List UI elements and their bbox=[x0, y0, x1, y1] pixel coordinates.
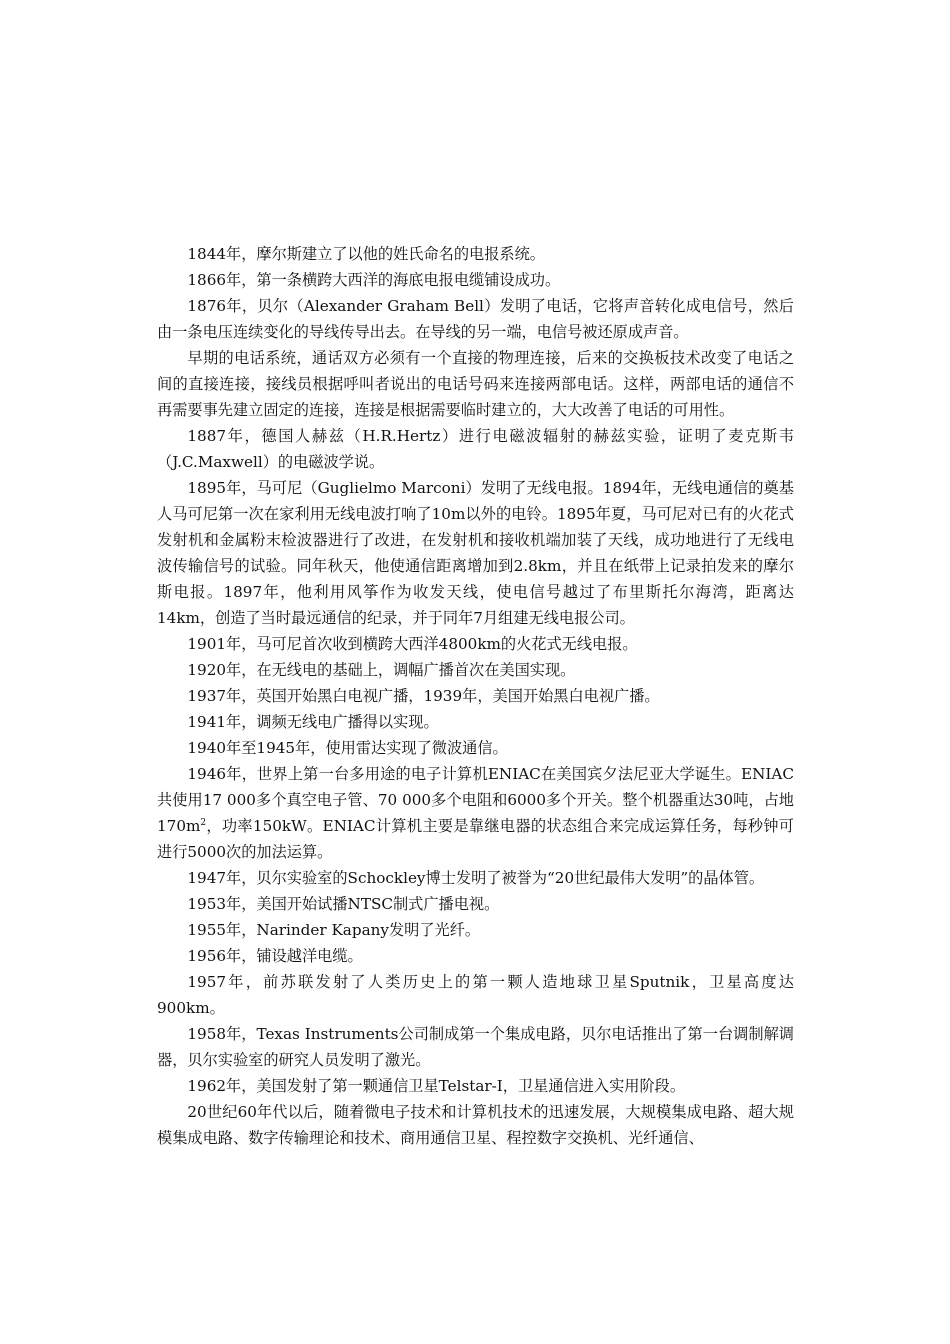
paragraph-1953: 1953年，美国开始试播NTSC制式广播电视。 bbox=[187, 895, 500, 913]
paragraph-1962: 1962年，美国发射了第一颗通信卫星Telstar-I，卫星通信进入实用阶段。 bbox=[187, 1077, 686, 1095]
paragraph-1946-part-2: ，功率150kW。ENIAC计算机主要是靠继电器的状态组合来完成运算任务，每秒钟可进行5000次的加法运算。 bbox=[157, 817, 794, 861]
paragraph-early-telephone: 早期的电话系统，通话双方必须有一个直接的物理连接，后来的交换板技术改变了电话之间的直接连接，接线员根据呼叫者说出的电话号码来连接两部电话。这样，两部电话的通信不再需要事先建立固定的连接，连接是根据需要临时建立的，大大改善了电话的可用性。 bbox=[157, 349, 794, 419]
paragraph-1895: 1895年，马可尼（Guglielmo Marconi）发明了无线电报。1894年，无线电通信的奠基人马可尼第一次在家利用无线电波打响了10m以外的电铃。1895年夏，马可尼对已有的火花式发射机和金属粉末检波器进行了改进，在发射机和接收机端加装了天线，成功地进行了无线电波传输信号的试验。同年秋天，他使通信距离增加到2.8km，并且在纸带上记录拍发来的摩尔斯电报。1897年，他利用风筝作为收发天线，使电信号越过了布里斯托尔海湾，距离达14km，创造了当时最远通信的纪录，并于同年7月组建无线电报公司。 bbox=[157, 479, 794, 627]
paragraph-1955: 1955年，Narinder Kapany发明了光纤。 bbox=[187, 921, 481, 939]
paragraph-1957: 1957年，前苏联发射了人类历史上的第一颗人造地球卫星Sputnik，卫星高度达900km。 bbox=[157, 973, 794, 1017]
paragraph-1941: 1941年，调频无线电广播得以实现。 bbox=[187, 713, 439, 731]
paragraph-1947: 1947年，贝尔实验室的Schockley博士发明了被誉为“20世纪最伟大发明”的晶体管。 bbox=[187, 869, 765, 887]
paragraph-1940-1945: 1940年至1945年，使用雷达实现了微波通信。 bbox=[187, 739, 508, 757]
paragraph-1920: 1920年，在无线电的基础上，调幅广播首次在美国实现。 bbox=[187, 661, 576, 679]
paragraph-1866: 1866年，第一条横跨大西洋的海底电报电缆铺设成功。 bbox=[187, 271, 561, 289]
paragraph-1946 bbox=[157, 761, 794, 865]
paragraph-1887: 1887年，德国人赫兹（H.R.Hertz）进行电磁波辐射的赫兹实验，证明了麦克斯韦（J.C.Maxwell）的电磁波学说。 bbox=[157, 427, 794, 471]
paragraph-1960s: 20世纪60年代以后，随着微电子技术和计算机技术的迅速发展，大规模集成电路、超大规模集成电路、数字传输理论和技术、商用通信卫星、程控数字交换机、光纤通信、 bbox=[157, 1103, 794, 1147]
paragraph-1958: 1958年，Texas Instruments公司制成第一个集成电路，贝尔电话推出了第一台调制解调器，贝尔实验室的研究人员发明了激光。 bbox=[157, 1025, 794, 1069]
paragraph-1901: 1901年，马可尼首次收到横跨大西洋4800km的火花式无线电报。 bbox=[187, 635, 638, 653]
paragraph-1876: 1876年，贝尔（Alexander Graham Bell）发明了电话，它将声音转化成电信号，然后由一条电压连续变化的导线传导出去。在导线的另一端，电信号被还原成声音。 bbox=[157, 297, 794, 341]
paragraph-1937: 1937年，英国开始黑白电视广播，1939年，美国开始黑白电视广播。 bbox=[187, 687, 660, 705]
document-body bbox=[157, 241, 794, 1151]
paragraph-1946-part-1: 1946年，世界上第一台多用途的电子计算机ENIAC在美国宾夕法尼亚大学诞生。ENIAC共使用17 000多个真空电子管、70 000多个电阻和6000多个开关。整个机器重达30吨，占地170m bbox=[157, 765, 794, 835]
paragraph-1956: 1956年，铺设越洋电缆。 bbox=[187, 947, 363, 965]
superscript-2: 2 bbox=[200, 817, 207, 828]
paragraph-1844: 1844年，摩尔斯建立了以他的姓氏命名的电报系统。 bbox=[187, 245, 545, 263]
